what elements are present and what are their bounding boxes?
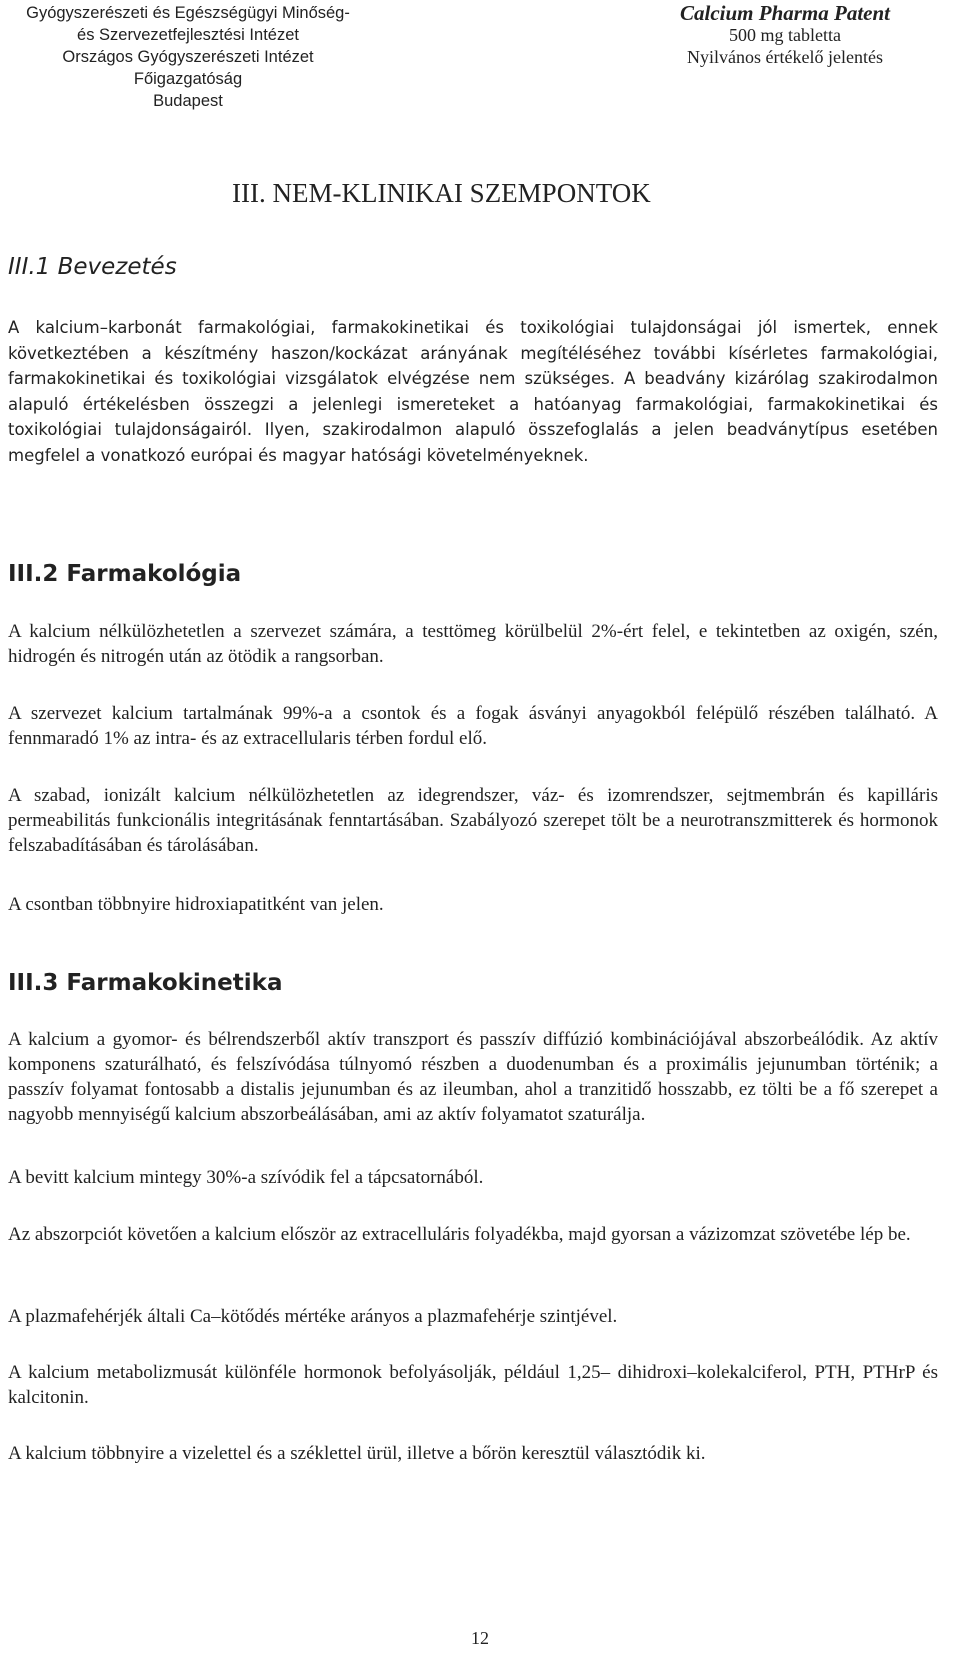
- paragraph: A kalcium nélkülözhetetlen a szervezet számára, a testtömeg körülbelül 2%-ért felel, e tekintetben az oxigén, szén, hidrogén és nitrogén után az ötödik a rangsorban.: [8, 621, 938, 667]
- product-title: Calcium Pharma Patent: [679, 1, 891, 25]
- page-number: 12: [471, 1628, 489, 1648]
- paragraph: A bevitt kalcium mintegy 30%-a szívódik fel a tápcsatornából.: [8, 1167, 484, 1188]
- product-strength: 500 mg tabletta: [729, 25, 841, 45]
- header-line: Főigazgatóság: [133, 70, 243, 88]
- paragraph: A kalcium többnyire a vizelettel és a széklettel ürül, illetve a bőrön keresztül választódik ki.: [8, 1443, 706, 1464]
- paragraph: A csontban többnyire hidroxiapatitként van jelen.: [8, 894, 384, 915]
- chapter-title: III. NEM-KLINIKAI SZEMPONTOK: [232, 178, 651, 208]
- header-line: Gyógyszerészeti és Egészségügyi Minőség-: [26, 4, 350, 22]
- header-institution: [8, 2, 368, 112]
- paragraph: A szabad, ionizált kalcium nélkülözhetetlen az idegrendszer, váz- és izomrendszer, sejtmembrán és kapilláris permeabilitás funkcionális integritásának fenntartásában. Szabályozó szerepet tölt be a neurotranszmitterek és hormonok felszabadításában és tárolásában.: [8, 785, 938, 856]
- header-product: [640, 2, 930, 68]
- section-title-pharmacology: III.2 Farmakológia: [8, 561, 242, 587]
- section-title-introduction: III.1 Bevezetés: [8, 254, 177, 280]
- section-title-pharmacokinetics: III.3 Farmakokinetika: [8, 970, 283, 996]
- paragraph: A kalcium a gyomor- és bélrendszerből aktív transzport és passzív diffúzió kombinációjával abszorbeálódik. Az aktív komponens szaturálható, és felszívódása túlnyomó részben a duodenumban és a proximális jejunumban történik; a passzív folyamat fontosabb a distalis jejunumban és az ileumban, ahol a tranzitidő hosszabb, ez tölti be a fő szerepet a nagyobb mennyiségű kalcium abszorbeálásában, ami az aktív folyamatot szaturálja.: [8, 1029, 938, 1125]
- paragraph: A kalcium–karbonát farmakológiai, farmakokinetikai és toxikológiai tulajdonságai jól ismertek, ennek következtében a készítmény haszon/kockázat arányának megítéléséhez további kísérletes farmakológiai, farmakokinetikai és toxikológiai vizsgálatok elvégzése nem szükséges. A beadvány kizárólag szakirodalmon alapuló értékelésben összegzi a jelenlegi ismereteket a hatóanyag farmakológiai, farmakokinetikai és toxikológiai tulajdonságairól. Ilyen, szakirodalmon alapuló összefoglalás a jelen beadványtípus esetében megfelel a vonatkozó európai és magyar hatósági követelményeknek.: [8, 318, 938, 465]
- report-type: Nyilvános értékelő jelentés: [687, 47, 883, 67]
- header-line: Budapest: [153, 92, 223, 110]
- paragraph: Az abszorpciót követően a kalcium először az extracelluláris folyadékba, majd gyorsan a vázizomzat szövetébe lép be.: [8, 1224, 911, 1245]
- header-line: Országos Gyógyszerészeti Intézet: [62, 48, 314, 66]
- header-line: és Szervezetfejlesztési Intézet: [77, 26, 299, 44]
- paragraph: A plazmafehérjék általi Ca–kötődés mértéke arányos a plazmafehérje szintjével.: [8, 1306, 618, 1327]
- paragraph: A kalcium metabolizmusát különféle hormonok befolyásolják, például 1,25– dihidroxi–kolekalciferol, PTH, PTHrP és kalcitonin.: [8, 1362, 938, 1408]
- paragraph: A szervezet kalcium tartalmának 99%-a a csontok és a fogak ásványi anyagokból felépülő részében található. A fennmaradó 1% az intra- és az extracellularis térben fordul elő.: [8, 703, 938, 749]
